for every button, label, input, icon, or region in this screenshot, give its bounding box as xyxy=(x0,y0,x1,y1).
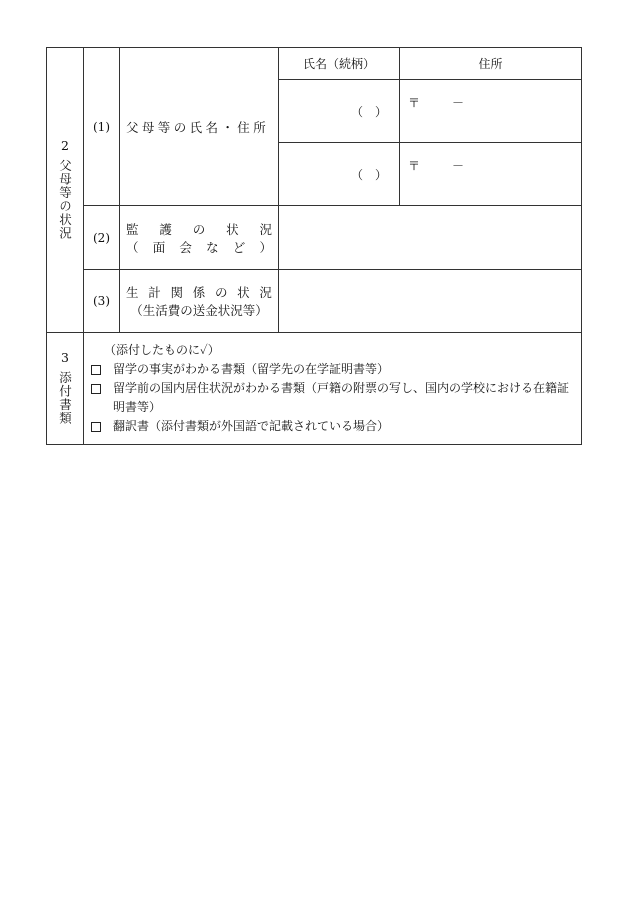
postal-mark-2: 〒 xyxy=(408,159,421,173)
item2-input[interactable] xyxy=(279,206,582,270)
section3-title: 添付書類 xyxy=(57,370,73,425)
item1-number: (1) xyxy=(84,48,120,206)
name-field-1[interactable] xyxy=(279,80,400,143)
attachment-item-2 xyxy=(90,379,577,417)
attachment-text-3: 翻訳書（添付書類が外国語で記載されている場合） xyxy=(113,419,390,433)
section2-header xyxy=(47,48,84,333)
relation-parens-1: （ ） xyxy=(350,104,387,119)
postal-dash-2: － xyxy=(452,159,465,173)
header-address: 住所 xyxy=(400,48,582,80)
form-table xyxy=(46,47,582,445)
attachment-text-1: 留学の事実がわかる書類（留学先の在学証明書等） xyxy=(113,362,390,376)
item2-label-line1: 監 護 の 状 況 xyxy=(126,221,272,237)
item1-label-cell xyxy=(120,48,279,206)
header-name-relation: 氏名（続柄） xyxy=(279,48,400,80)
section2-number: 2 xyxy=(61,137,69,153)
relation-parens-2: （ ） xyxy=(350,167,387,182)
attachment-text-2: 留学前の国内居住状況がわかる書類（戸籍の附票の写し、国内の学校における在籍証 明書等） xyxy=(113,381,570,414)
attachments-cell xyxy=(84,333,582,445)
attachment-item-1 xyxy=(90,360,577,379)
checkbox-2[interactable] xyxy=(91,384,101,394)
address-field-1[interactable] xyxy=(400,80,582,143)
checkbox-1[interactable] xyxy=(91,365,101,375)
attachment-item-3 xyxy=(90,417,577,436)
item3-label-line1: 生 計 関 係 の 状 況 xyxy=(126,285,272,300)
item2-label-line2: （ 面 会 な ど ） xyxy=(126,239,272,255)
item3-number: (3) xyxy=(84,270,120,333)
item2-number: (2) xyxy=(84,206,120,270)
attachments-note: （添付したものに✓） xyxy=(104,343,220,357)
section2-title: 父母等の状況 xyxy=(57,158,73,240)
item3-label-cell xyxy=(120,270,279,333)
item1-label: 父母等の氏名・住所 xyxy=(126,119,270,135)
name-field-2[interactable] xyxy=(279,143,400,206)
section3-number: 3 xyxy=(61,349,69,365)
checkbox-3[interactable] xyxy=(91,422,101,432)
item3-label-line2: （生活費の送金状況等） xyxy=(130,303,268,318)
item2-label-cell xyxy=(120,206,279,270)
section3-header xyxy=(47,333,84,445)
address-field-2[interactable] xyxy=(400,143,582,206)
postal-mark-1: 〒 xyxy=(408,96,421,110)
item3-input[interactable] xyxy=(279,270,582,333)
postal-dash-1: － xyxy=(452,96,465,110)
